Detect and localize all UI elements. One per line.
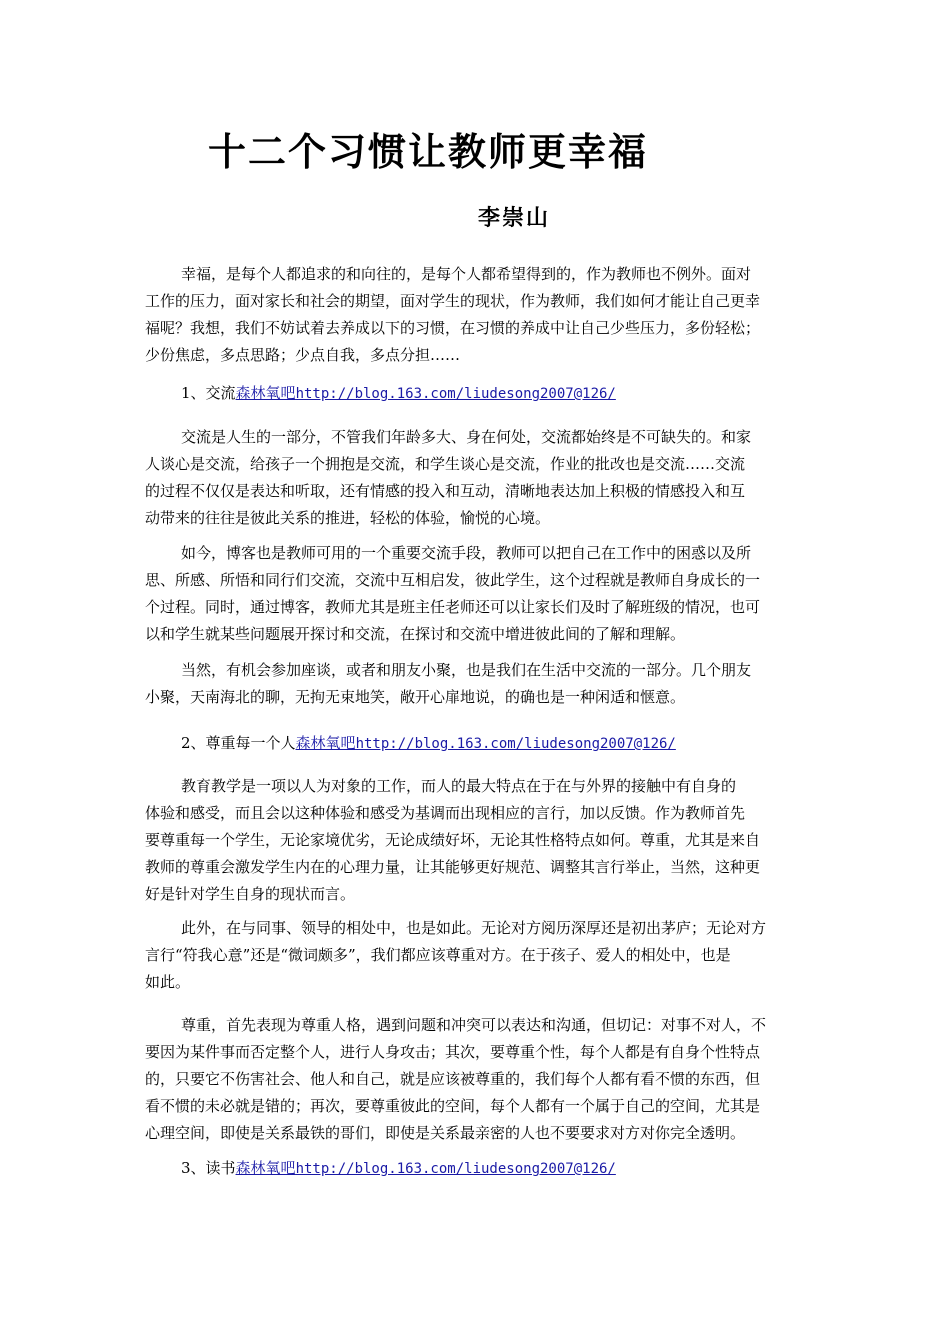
blog-link[interactable]: 森林氧吧: [235, 1159, 296, 1177]
paragraph-line: 的过程不仅仅是表达和听取，还有情感的投入和互动，清晰地表达加上积极的情感投入和互: [145, 482, 746, 500]
paragraph-line: 教师的尊重会激发学生内在的心理力量，让其能够更好规范、调整其言行举止，当然，这种更: [145, 858, 761, 876]
paragraph-line: 此外，在与同事、领导的相处中，也是如此。无论对方阅历深厚还是初出茅庐；无论对方: [181, 919, 767, 937]
section-heading-3: [145, 1155, 809, 1182]
blog-link[interactable]: 森林氧吧: [295, 734, 356, 752]
section-2-paragraph-1: [145, 773, 809, 908]
section-heading-text: 2、尊重每一个人: [181, 734, 296, 752]
document-author: 李崇山: [478, 205, 551, 231]
paragraph-line: 动带来的往往是彼此关系的推进，轻松的体验，愉悦的心境。: [145, 509, 551, 527]
section-heading-text: 3、读书: [181, 1159, 236, 1177]
paragraph-line: 言行“符我心意”还是“微词颇多”，我们都应该尊重对方。在于孩子、爱人的相处中，也是: [145, 946, 731, 964]
paragraph-line: 如此。: [145, 973, 191, 991]
section-2-paragraph-2: [145, 915, 809, 996]
paragraph-line: 当然，有机会参加座谈，或者和朋友小聚，也是我们在生活中交流的一部分。几个朋友: [181, 661, 752, 679]
paragraph-line: 以和学生就某些问题展开探讨和交流，在探讨和交流中增进彼此间的了解和理解。: [145, 625, 686, 643]
section-2-paragraph-3: [145, 1012, 809, 1147]
intro-line: 福呢？我想，我们不妨试着去养成以下的习惯，在习惯的养成中让自己少些压力，多份轻松；: [145, 319, 761, 337]
section-heading-text: 1、交流: [181, 384, 236, 402]
paragraph-line: 人谈心是交流，给孩子一个拥抱是交流，和学生谈心是交流，作业的批改也是交流……交流: [145, 455, 746, 473]
section-1-paragraph-1: [145, 424, 809, 532]
section-heading-1: [145, 380, 809, 407]
section-1-paragraph-3: [145, 657, 809, 711]
blog-url-link[interactable]: http://blog.163.com/liudesong2007@126/: [295, 386, 616, 402]
paragraph-line: 要尊重每一个学生，无论家境优劣，无论成绩好坏，无论其性格特点如何。尊重，尤其是来自: [145, 831, 761, 849]
intro-paragraph: [145, 261, 809, 369]
paragraph-line: 的，只要它不伤害社会、他人和自己，就是应该被尊重的，我们每个人都有看不惯的东西，但: [145, 1070, 761, 1088]
section-1-paragraph-2: [145, 540, 809, 648]
paragraph-line: 交流是人生的一部分，不管我们年龄多大、身在何处，交流都始终是不可缺失的。和家: [181, 428, 752, 446]
intro-line: 少份焦虑，多点思路；少点自我，多点分担……: [145, 346, 461, 364]
blog-link[interactable]: 森林氧吧: [235, 384, 296, 402]
paragraph-line: 小聚，天南海北的聊，无拘无束地笑，敞开心扉地说，的确也是一种闲适和惬意。: [145, 688, 686, 706]
intro-line: 工作的压力，面对家长和社会的期望，面对学生的现状，作为教师，我们如何才能让自己更幸: [145, 292, 761, 310]
paragraph-line: 要因为某件事而否定整个人，进行人身攻击；其次，要尊重个性，每个人都是有自身个性特点: [145, 1043, 761, 1061]
document-title: 十二个习惯让教师更幸福: [208, 129, 649, 174]
paragraph-line: 思、所感、所悟和同行们交流，交流中互相启发，彼此学生，这个过程就是教师自身成长的一: [145, 571, 761, 589]
blog-url-link[interactable]: http://blog.163.com/liudesong2007@126/: [355, 736, 676, 752]
paragraph-line: 看不惯的未必就是错的；再次，要尊重彼此的空间，每个人都有一个属于自己的空间，尤其是: [145, 1097, 761, 1115]
paragraph-line: 体验和感受，而且会以这种体验和感受为基调而出现相应的言行，加以反馈。作为教师首先: [145, 804, 746, 822]
intro-line: 幸福，是每个人都追求的和向往的，是每个人都希望得到的，作为教师也不例外。面对: [181, 265, 752, 283]
paragraph-line: 教育教学是一项以人为对象的工作，而人的最大特点在于在与外界的接触中有自身的: [181, 777, 737, 795]
paragraph-line: 个过程。同时，通过博客，教师尤其是班主任老师还可以让家长们及时了解班级的情况，也可: [145, 598, 761, 616]
paragraph-line: 心理空间，即使是关系最铁的哥们，即使是关系最亲密的人也不要要求对方对你完全透明。: [145, 1124, 746, 1142]
paragraph-line: 好是针对学生自身的现状而言。: [145, 885, 356, 903]
blog-url-link[interactable]: http://blog.163.com/liudesong2007@126/: [295, 1161, 616, 1177]
paragraph-line: 如今，博客也是教师可用的一个重要交流手段，教师可以把自己在工作中的困惑以及所: [181, 544, 752, 562]
section-heading-2: [145, 730, 809, 757]
paragraph-line: 尊重，首先表现为尊重人格，遇到问题和冲突可以表达和沟通，但切记：对事不对人，不: [181, 1016, 767, 1034]
